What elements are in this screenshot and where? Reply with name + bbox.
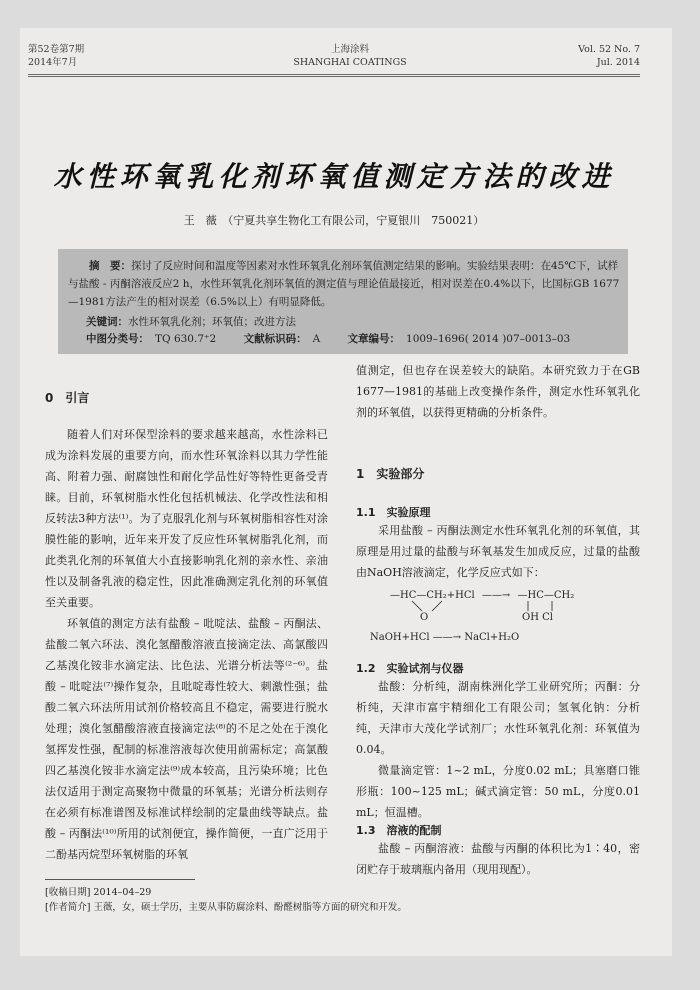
- epoxide-ring-lines: [408, 600, 448, 612]
- eq1-right: —HC—CH₂: [517, 590, 575, 601]
- header-volume: [28, 43, 84, 69]
- article-value: 1009–1696( 2014 )07–0013–03: [406, 333, 571, 345]
- header-volume-en: [470, 43, 640, 69]
- instruments-paragraph: 微量滴定管：1~2 mL，分度0.02 mL；具塞磨口锥形瓶：100~125 mL；碱式滴定管：50 mL，分度0.01 mL；恒温槽。: [356, 764, 640, 819]
- left-column: [45, 424, 328, 865]
- eq1-oxygen: O: [420, 612, 429, 623]
- right-column-top: [356, 360, 640, 423]
- abstract: [68, 257, 620, 311]
- keywords: [86, 314, 296, 329]
- solution-paragraph: 盐酸 – 丙酮溶液：盐酸与丙酮的体积比为1∶40，密闭贮存于玻璃瓶内备用（现用现配）。: [356, 842, 640, 876]
- eq1-oh-cl: OH Cl: [522, 612, 553, 623]
- journal-name-cn: 上海涂料: [330, 44, 369, 55]
- intro-paragraph-2: 环氧值的测定方法有盐酸 – 吡啶法、盐酸 – 丙酮法、盐酸二氧六环法、溴化氢醋酸溶液直接滴定法、高氯酸四乙基溴化铵非水滴定法、比色法、光谱分析法等⁽²⁻⁶⁾。盐酸 – 吡啶法⁽⁷⁾操作复杂，且吡啶毒性较大、刺激性强；盐酸二氧六环法所用试剂价格较高且不稳定，需要进行脱水处理；溴化氢醋酸溶液直接滴定法⁽⁸⁾的不足之处在于溴化氢挥发性强，配制的标准溶液每次使用前需标定；高氯酸四乙基溴化铵非水滴定法⁽⁹⁾成本较高，且污染环境；比色法仅适用于测定高聚物中微量的环氧基；光谱分析法则存在必须有标准谱图及标准试样绘制的定量曲线等缺点。盐酸 – 丙酮法⁽¹⁰⁾所用的试剂便宜，操作简便，一直广泛用于二酚基丙烷型环氧树脂的环氧: [45, 617, 328, 861]
- doc-label: 文献标识码：: [243, 333, 307, 345]
- product-bond-lines: [522, 600, 562, 612]
- footnote-rule: [45, 879, 195, 880]
- section-1-3-heading: 1.3 溶液的配制: [356, 824, 442, 837]
- abstract-text: 探讨了反应时间和温度等因素对水性环氧乳化剂环氧值测定结果的影响。实验结果表明：在45℃下，试样与盐酸 - 丙酮溶液反应2 h，水性环氧乳化剂环氧值的测定值与理论值最接近，相对误差在0.4%以下，比国标GB 1677—1981方法产生的相对误差（6.5%以上）有明显降低。: [68, 260, 620, 308]
- principle-text: [356, 520, 640, 583]
- solution-text: [356, 838, 640, 880]
- keywords-label: 关键词：: [86, 316, 128, 328]
- section-1-1-heading: 1.1 实验原理: [356, 506, 431, 519]
- date-en: Jul. 2014: [596, 57, 640, 68]
- header-volume-issue: 第52卷第7期: [28, 44, 85, 55]
- article-label: 文章编号：: [347, 333, 401, 345]
- eq1-arrow: ——→: [481, 590, 511, 601]
- equation-2: NaOH+HCl ——→ NaCl+H₂O: [370, 632, 520, 643]
- author-line: 王 薇 （宁夏共享生物化工有限公司，宁夏银川 750021）: [183, 214, 485, 227]
- header-rule-2: [28, 76, 640, 77]
- paper-title: 水性环氧乳化剂环氧值测定方法的改进: [53, 160, 615, 193]
- keywords-text: 水性环氧乳化剂；环氧值；改进方法: [128, 316, 296, 328]
- intro-paragraph-1: 随着人们对环保型涂料的要求越来越高，水性涂料已成为涂料发展的重要方向，而水性环氧涂料以其力学性能高、附着力强、耐腐蚀性和耐化学品性好等特性更备受青睐。目前，环氧树脂水性化包括机械法、化学改性法和相反转法3种方法⁽¹⁾。为了克服乳化剂与环氧树脂相容性对涂膜性能的影响，近年来开发了反应性环氧树脂乳化剂，而此类乳化剂的环氧值大小直接影响乳化剂的亲水性、亲油性以及制备乳液的稳定性，因此准确测定乳化剂的环氧值至关重要。: [45, 428, 328, 609]
- section-0-heading: 0 引言: [45, 391, 90, 405]
- abstract-label: 摘 要：: [89, 260, 131, 272]
- reagents-text: [356, 676, 640, 823]
- section-1-2-heading: 1.2 实验试剂与仪器: [356, 662, 464, 675]
- reagents-paragraph: 盐酸：分析纯，湖南株洲化学工业研究所；丙酮：分析纯，天津市富宇精细化工有限公司；氢氧化钠：分析纯，天津市大茂化学试剂厂；水性环氧乳化剂：环氧值为0.04。: [356, 680, 640, 756]
- classification-line: [86, 331, 626, 346]
- principle-paragraph: 采用盐酸 – 丙酮法测定水性环氧乳化剂的环氧值，其原理是用过量的盐酸与环氧基发生加成反应，过量的盐酸由NaOH溶液滴定，化学反应式如下：: [356, 524, 640, 579]
- header-journal: [230, 43, 470, 69]
- clc-label: 中图分类号：: [86, 333, 149, 345]
- doc-value: A: [312, 333, 321, 345]
- eq1-left: —HC—CH₂+HCl: [390, 590, 475, 601]
- header-date: 2014年7月: [28, 57, 78, 68]
- intro-continuation: 值测定，但也存在误差较大的缺陷。本研究致力于在GB 1677—1981的基础上改变操作条件，测定水性环氧乳化剂的环氧值，以获得更精确的分析条件。: [356, 364, 640, 419]
- header-rule: [28, 74, 640, 75]
- volume-en: Vol. 52 No. 7: [578, 44, 640, 55]
- section-1-heading: 1 实验部分: [356, 467, 425, 481]
- author-info: [作者简介] 王薇，女，硕士学历，主要从事防腐涂料、酚醛树脂等方面的研究和开发。: [45, 902, 407, 913]
- clc-value: TQ 630.7⁺2: [155, 333, 217, 345]
- received-date: [收稿日期] 2014–04–29: [45, 887, 152, 898]
- journal-name-en: SHANGHAI COATINGS: [293, 57, 407, 68]
